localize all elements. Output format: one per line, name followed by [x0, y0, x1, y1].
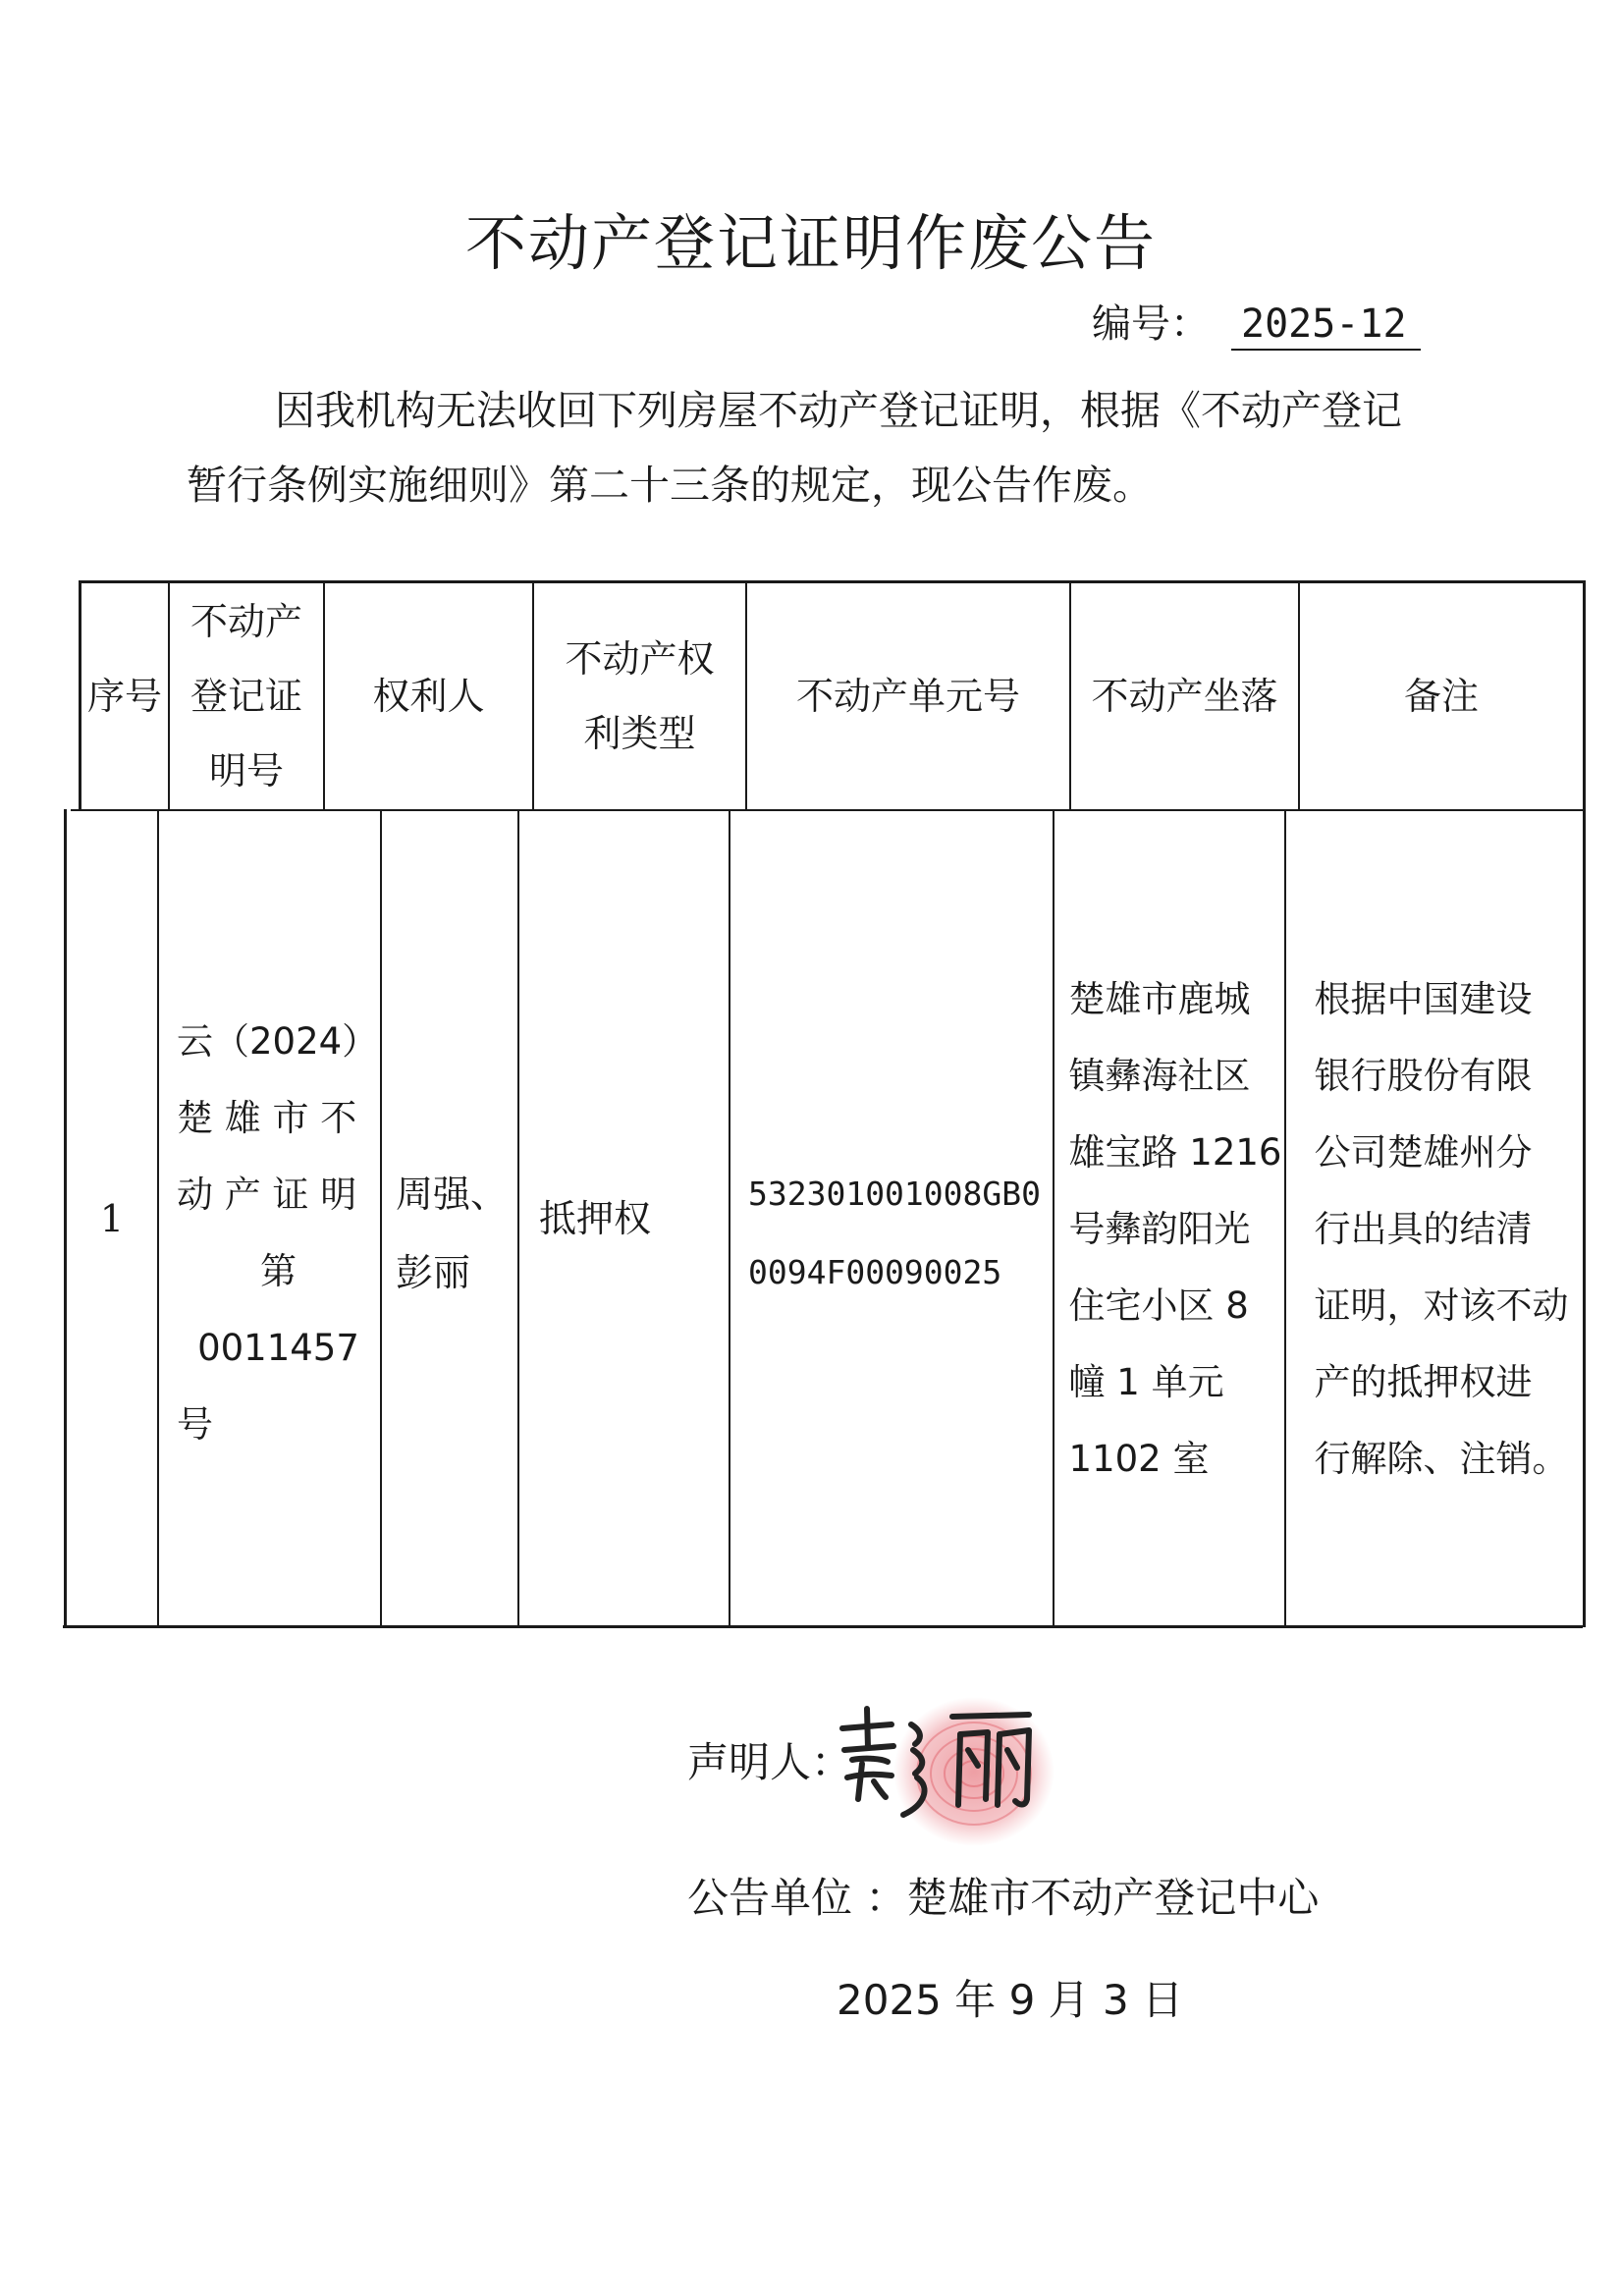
holder-line: 周强、	[395, 1172, 508, 1216]
publisher-name: 楚雄市不动产登记中心	[906, 1874, 1320, 1922]
remarks-line: 行出具的结清	[1314, 1207, 1533, 1250]
header-cert-no	[170, 583, 323, 809]
row-seq: 1	[99, 1196, 125, 1240]
cert-no-line: 号	[177, 1402, 213, 1446]
declarant-label: 声明人：	[687, 1738, 853, 1786]
cert-no-line: 动 产 证 明	[177, 1173, 357, 1216]
document-number-label: 编号：	[1092, 301, 1210, 347]
header-holder: 权利人	[372, 675, 485, 718]
location-line: 1102 室	[1068, 1437, 1210, 1480]
row-unit-no	[730, 811, 1053, 1625]
declarant-signature	[823, 1689, 1078, 1827]
document-number-value: 2025-12	[1231, 301, 1421, 351]
page-title: 不动产登记证明作废公告	[464, 207, 1157, 279]
publisher-label: 公告单位 ：	[687, 1874, 907, 1922]
publisher	[687, 1866, 1319, 1925]
unit-no-line: 0094F00090025	[747, 1252, 1002, 1291]
location-line: 楚雄市鹿城	[1068, 977, 1251, 1020]
remarks-line: 公司楚雄州分	[1314, 1130, 1533, 1174]
remarks-line: 根据中国建设	[1314, 977, 1533, 1020]
row-remarks	[1286, 811, 1583, 1625]
row-cert-no	[159, 811, 380, 1625]
holder-line: 彭丽	[395, 1250, 470, 1294]
header-location: 不动产坐落	[1091, 675, 1278, 718]
row-holder	[382, 811, 517, 1625]
cert-no-line: 云（2024）	[177, 1019, 379, 1063]
row-location	[1054, 811, 1284, 1625]
intro-line-2: 暂行条例实施细则》第二十三条的规定，现公告作废。	[187, 462, 1153, 509]
location-line: 住宅小区 8	[1068, 1284, 1249, 1327]
remarks-line: 行解除、注销。	[1314, 1437, 1569, 1480]
header-seq: 序号	[86, 675, 162, 718]
header-cert-no-line1: 不动产	[189, 600, 302, 643]
row-right-type: 抵押权	[539, 1196, 652, 1240]
header-right-type	[534, 583, 745, 809]
remarks-line: 银行股份有限	[1314, 1054, 1533, 1097]
unit-no-line: 532301001008GB0	[747, 1174, 1041, 1213]
header-cert-no-line3: 明号	[208, 749, 284, 793]
cert-no-line: 楚 雄 市 不	[177, 1096, 357, 1139]
header-right-type-line2: 利类型	[583, 712, 696, 755]
header-unit-no: 不动产单元号	[795, 675, 1020, 718]
header-right-type-line1: 不动产权	[565, 637, 715, 681]
header-remarks: 备注	[1403, 675, 1479, 718]
header-cert-no-line2: 登记证	[189, 675, 302, 718]
location-line: 幢 1 单元	[1068, 1360, 1224, 1403]
location-line: 镇彝海社区	[1068, 1054, 1251, 1097]
remarks-line: 证明，对该不动	[1314, 1284, 1569, 1327]
announcement-date: 2025 年 9 月 3 日	[837, 1976, 1184, 2024]
location-line: 号彝韵阳光	[1068, 1207, 1251, 1250]
cert-no-line: 第 0011457	[197, 1249, 359, 1369]
remarks-line: 产的抵押权进	[1314, 1360, 1533, 1403]
intro-line-1: 因我机构无法收回下列房屋不动产登记证明，根据《不动产登记	[275, 387, 1402, 434]
location-line: 雄宝路 1216	[1068, 1130, 1282, 1174]
